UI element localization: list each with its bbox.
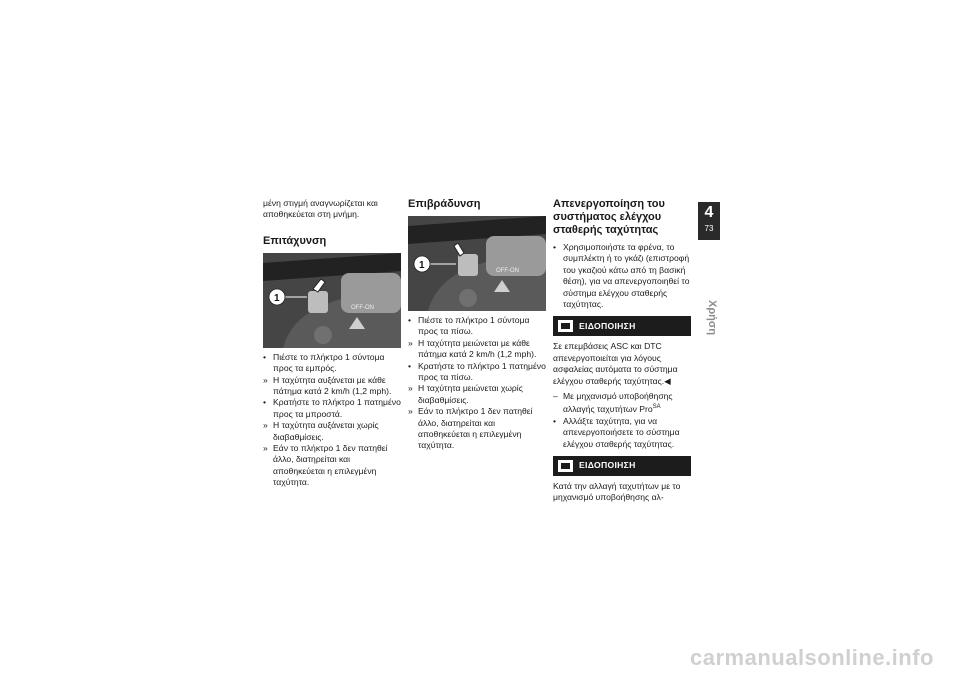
heading-deactivation: Απενεργοποίηση του συστήματος ελέγχου σταθερής ταχύτητας <box>553 198 665 236</box>
switch-illustration <box>408 216 546 311</box>
list-item: • Κρατήστε το πλήκτρο 1 πατημένο προς τα μπροστά. <box>263 397 401 419</box>
off-on-label: OFF-ON <box>351 304 374 311</box>
handlebar-switch-photo <box>263 253 401 348</box>
list-item: » Η ταχύτητα μειώνεται με κάθε πάτημα κατά 2 km/h (1,2 mph). <box>408 337 537 360</box>
column-deactivation <box>553 198 691 508</box>
list-item: » Εάν το πλήκτρο 1 δεν πατηθεί άλλο, διατηρείται και αποθηκεύεται η επιλεγμένη ταχύτητα. <box>263 443 388 488</box>
off-on-label: OFF-ON <box>496 268 519 274</box>
chapter-number: 4 <box>704 204 714 221</box>
gearshift-steps <box>553 391 691 450</box>
heading-acceleration: Επιτάχυνση <box>263 234 327 247</box>
heading-deceleration: Επιβράδυνση <box>408 198 481 210</box>
switch-illustration <box>263 253 401 348</box>
intro-text: μένη στιγμή αναγνωρίζεται και αποθηκεύεται στη μνήμη. <box>263 198 378 220</box>
deceleration-steps <box>408 315 546 452</box>
column-acceleration <box>263 198 401 489</box>
deactivation-steps <box>553 242 691 310</box>
notice-text: Κατά την αλλαγή ταχυτήτων με το μηχανισμό υποβοήθησης αλ- <box>553 480 681 503</box>
list-item: • Κρατήστε το πλήκτρο 1 πατημένο προς τα πίσω. <box>408 360 546 383</box>
notice-text: Σε επεμβάσεις ASC και DTC απενεργοποιείται για λόγους ασφαλείας αυτόματα το σύστημα ελέγχου σταθερής ταχύτητας.◀ <box>553 341 678 386</box>
page-number: 73 <box>704 224 714 233</box>
list-item: • Χρησιμοποιήστε τα φρένα, το συμπλέκτη ή το γκάζι (επιστροφή του γκαζιού κάτω από τη βασική θέση), για να απενεργοποιηθεί το σύστημα ελέγχου σταθερής ταχύτητας. <box>553 242 690 310</box>
watermark: carmanualsonline.info <box>690 645 934 670</box>
chapter-side-label: Χρήση <box>706 300 718 336</box>
list-item: • Αλλάξτε ταχύτητα, για να απενεργοποιήσετε το σύστημα ελέγχου σταθερής ταχύτητας. <box>553 415 680 449</box>
list-item: – Με μηχανισμό υποβοήθησης αλλαγής ταχυτήτων Pro$^{SA}$ <box>553 391 673 415</box>
list-item: • Πιέστε το πλήκτρο 1 σύντομα προς τα εμπρός. <box>263 351 385 374</box>
notice-banner: ΕΙΔΟΠΟΙΗΣΗ <box>553 456 691 476</box>
list-item: • Πιέστε το πλήκτρο 1 σύντομα προς τα πίσω. <box>408 315 530 337</box>
hand-pointer-icon <box>558 320 573 332</box>
chapter-tab <box>698 202 720 240</box>
column-deceleration <box>408 198 546 452</box>
list-item: » Εάν το πλήκτρο 1 δεν πατηθεί άλλο, διατηρείται και αποθηκεύεται η επιλεγμένη ταχύτητα. <box>408 406 533 451</box>
handlebar-switch-photo <box>408 216 546 311</box>
notice-banner: ΕΙΔΟΠΟΙΗΣΗ <box>553 316 691 336</box>
list-item: » Η ταχύτητα αυξάνεται χωρίς διαβαθμίσεις. <box>263 420 379 442</box>
callout-1: 1 <box>419 260 425 271</box>
hand-pointer-icon <box>558 460 573 472</box>
acceleration-steps <box>263 352 401 489</box>
list-item: » Η ταχύτητα μειώνεται χωρίς διαβαθμίσεις. <box>408 383 523 405</box>
list-item: » Η ταχύτητα αυξάνεται με κάθε πάτημα κατά 2 km/h (1,2 mph). <box>263 374 392 397</box>
callout-1: 1 <box>274 292 280 304</box>
